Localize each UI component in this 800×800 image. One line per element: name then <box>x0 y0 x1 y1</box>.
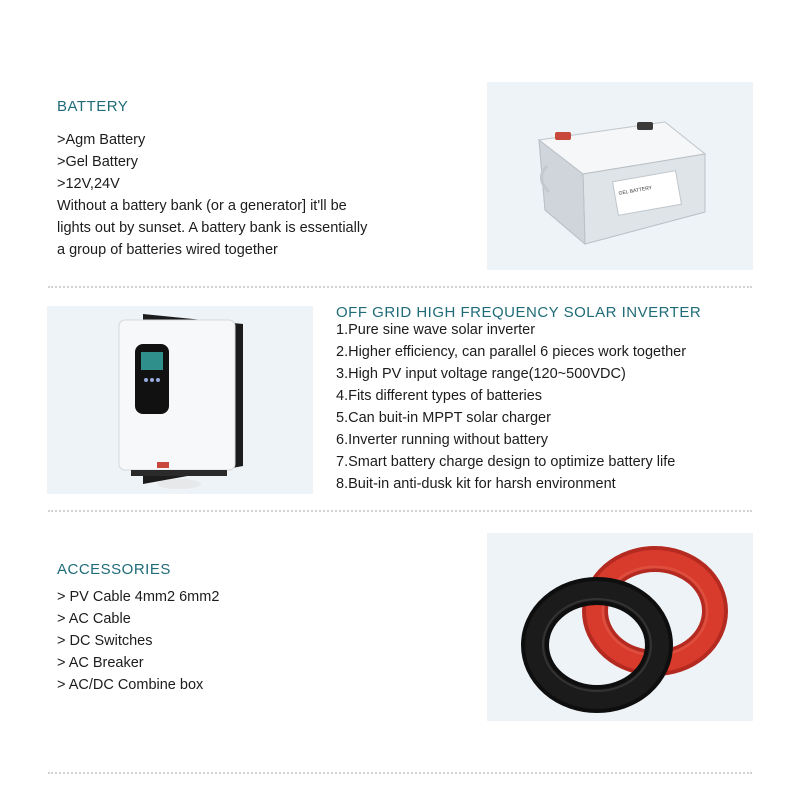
inverter-heading: OFF GRID HIGH FREQUENCY SOLAR INVERTER <box>336 304 702 321</box>
gel-battery-illustration <box>487 82 753 270</box>
feature-item: 2.Higher efficiency, can parallel 6 pieces work together <box>336 344 687 360</box>
battery-line: >Gel Battery <box>57 154 138 170</box>
battery-heading: BATTERY <box>57 98 129 115</box>
feature-item: 6.Inverter running without battery <box>336 432 548 448</box>
accessory-item: > DC Switches <box>57 633 153 649</box>
section-divider <box>48 772 752 774</box>
accessories-list <box>57 586 219 696</box>
inverter-image <box>47 306 313 494</box>
battery-text <box>57 129 367 261</box>
battery-image <box>487 82 753 270</box>
feature-item: 3.High PV input voltage range(120~500VDC) <box>336 366 626 382</box>
feature-item: 5.Can buit-in MPPT solar charger <box>336 410 551 426</box>
feature-item: 8.Buit-in anti-dusk kit for harsh environment <box>336 476 616 492</box>
cables-image <box>487 533 753 721</box>
section-divider <box>48 286 752 288</box>
battery-label-text: GEL BATTERY <box>618 185 653 197</box>
accessory-item: > PV Cable 4mm2 6mm2 <box>57 589 220 605</box>
battery-line: >12V,24V <box>57 176 120 192</box>
battery-line: lights out by sunset. A battery bank is essentially <box>57 220 368 236</box>
battery-line: Without a battery bank (or a generator] it'll be <box>57 198 347 214</box>
battery-line: a group of batteries wired together <box>57 242 278 258</box>
feature-item: 7.Smart battery charge design to optimize battery life <box>336 454 676 470</box>
accessories-heading: ACCESSORIES <box>57 561 171 578</box>
inverter-features <box>336 319 686 495</box>
cable-coils-illustration <box>487 533 753 721</box>
inverter-illustration <box>47 306 313 494</box>
section-divider <box>48 510 752 512</box>
feature-item: 4.Fits different types of batteries <box>336 388 543 404</box>
accessory-item: > AC/DC Combine box <box>57 677 204 693</box>
accessory-item: > AC Breaker <box>57 655 144 671</box>
feature-item: 1.Pure sine wave solar inverter <box>336 322 536 338</box>
accessory-item: > AC Cable <box>57 611 131 627</box>
battery-line: >Agm Battery <box>57 132 146 148</box>
